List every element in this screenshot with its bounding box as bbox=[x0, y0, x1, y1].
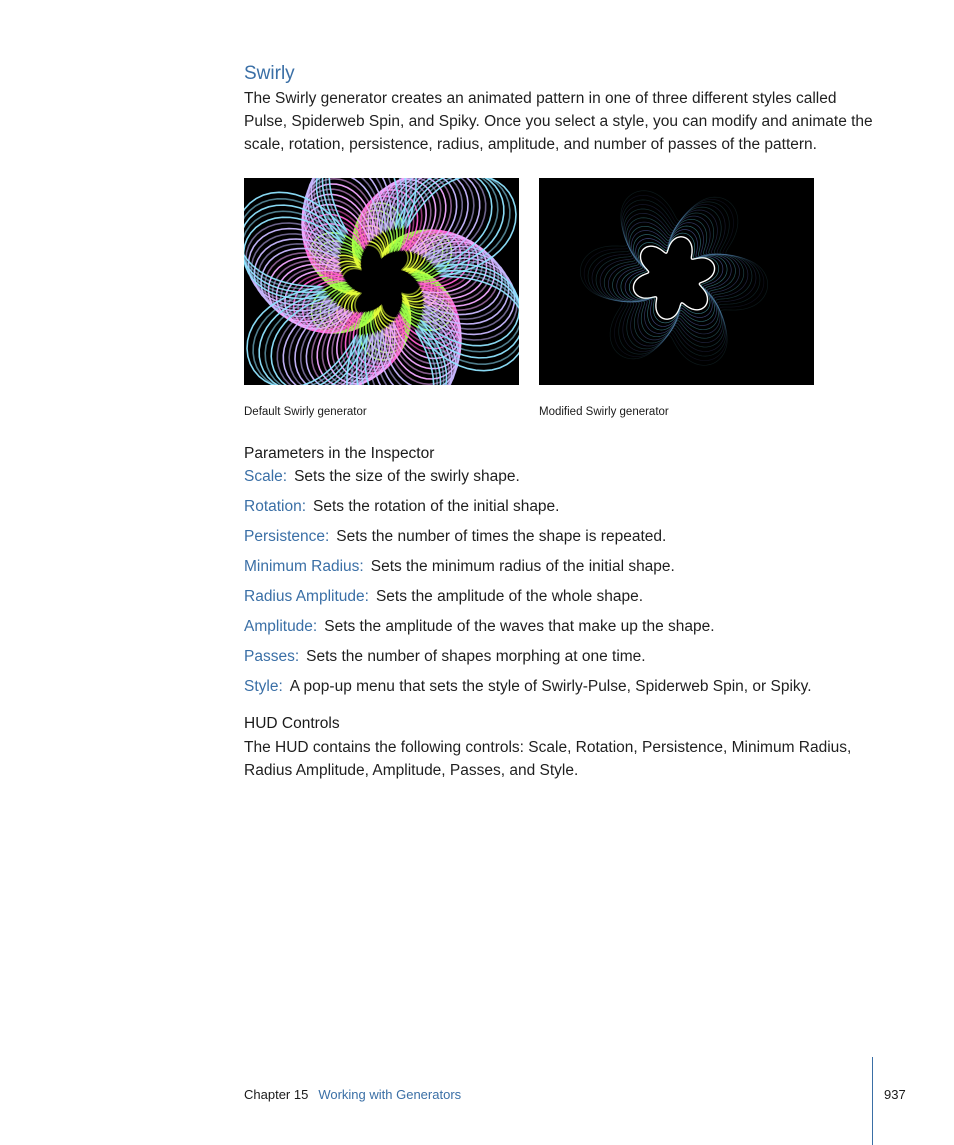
param-term: Minimum Radius: bbox=[244, 558, 364, 575]
footer-divider bbox=[872, 1057, 873, 1145]
chapter-title-link[interactable]: Working with Generators bbox=[318, 1087, 462, 1102]
page-number: 937 bbox=[884, 1087, 906, 1102]
param-term: Style: bbox=[244, 678, 283, 695]
param-style bbox=[244, 675, 884, 705]
param-term: Scale: bbox=[244, 468, 288, 485]
param-passes bbox=[244, 645, 884, 675]
param-desc: Sets the number of times the shape is repeated. bbox=[336, 528, 667, 545]
param-desc: Sets the number of shapes morphing at one time. bbox=[306, 648, 646, 665]
hud-heading: HUD Controls bbox=[244, 715, 340, 732]
footer-chapter bbox=[244, 1086, 461, 1104]
default-swirly-image bbox=[244, 178, 519, 385]
param-term: Persistence: bbox=[244, 528, 330, 545]
param-term: Radius Amplitude: bbox=[244, 588, 369, 605]
parameter-list bbox=[244, 465, 884, 705]
hud-paragraph: The HUD contains the following controls: Scale, Rotation, Persistence, Minimum Radius, Radius Amplitude, Amplitude, Passes, and Style. bbox=[244, 739, 852, 779]
param-desc: Sets the size of the swirly shape. bbox=[294, 468, 520, 485]
param-desc: Sets the amplitude of the waves that make up the shape. bbox=[324, 618, 715, 635]
param-term: Amplitude: bbox=[244, 618, 318, 635]
param-amplitude bbox=[244, 615, 884, 645]
param-radius-amplitude bbox=[244, 585, 884, 615]
figure-caption-default: Default Swirly generator bbox=[244, 406, 367, 418]
param-desc: Sets the minimum radius of the initial shape. bbox=[370, 558, 675, 575]
param-term: Passes: bbox=[244, 648, 300, 665]
inspector-heading: Parameters in the Inspector bbox=[244, 445, 435, 462]
param-desc: Sets the amplitude of the whole shape. bbox=[375, 588, 644, 605]
param-term: Rotation: bbox=[244, 498, 307, 515]
param-minimum-radius bbox=[244, 555, 884, 585]
param-desc: A pop-up menu that sets the style of Swirly-Pulse, Spiderweb Spin, or Spiky. bbox=[289, 678, 812, 695]
section-title: Swirly bbox=[244, 63, 295, 84]
modified-swirly-image bbox=[539, 178, 814, 385]
param-scale bbox=[244, 465, 884, 495]
chapter-label: Chapter 15 bbox=[244, 1087, 309, 1102]
param-persistence bbox=[244, 525, 884, 555]
intro-paragraph: The Swirly generator creates an animated pattern in one of three different styles called Pulse, Spiderweb Spin, and Spiky. Once you select a style, you can modify and animate the scale, rotation, persistence, radius, amplitude, and number of passes of the pattern. bbox=[244, 90, 873, 153]
figure-caption-modified: Modified Swirly generator bbox=[539, 406, 669, 418]
param-desc: Sets the rotation of the initial shape. bbox=[313, 498, 560, 515]
param-rotation bbox=[244, 495, 884, 525]
